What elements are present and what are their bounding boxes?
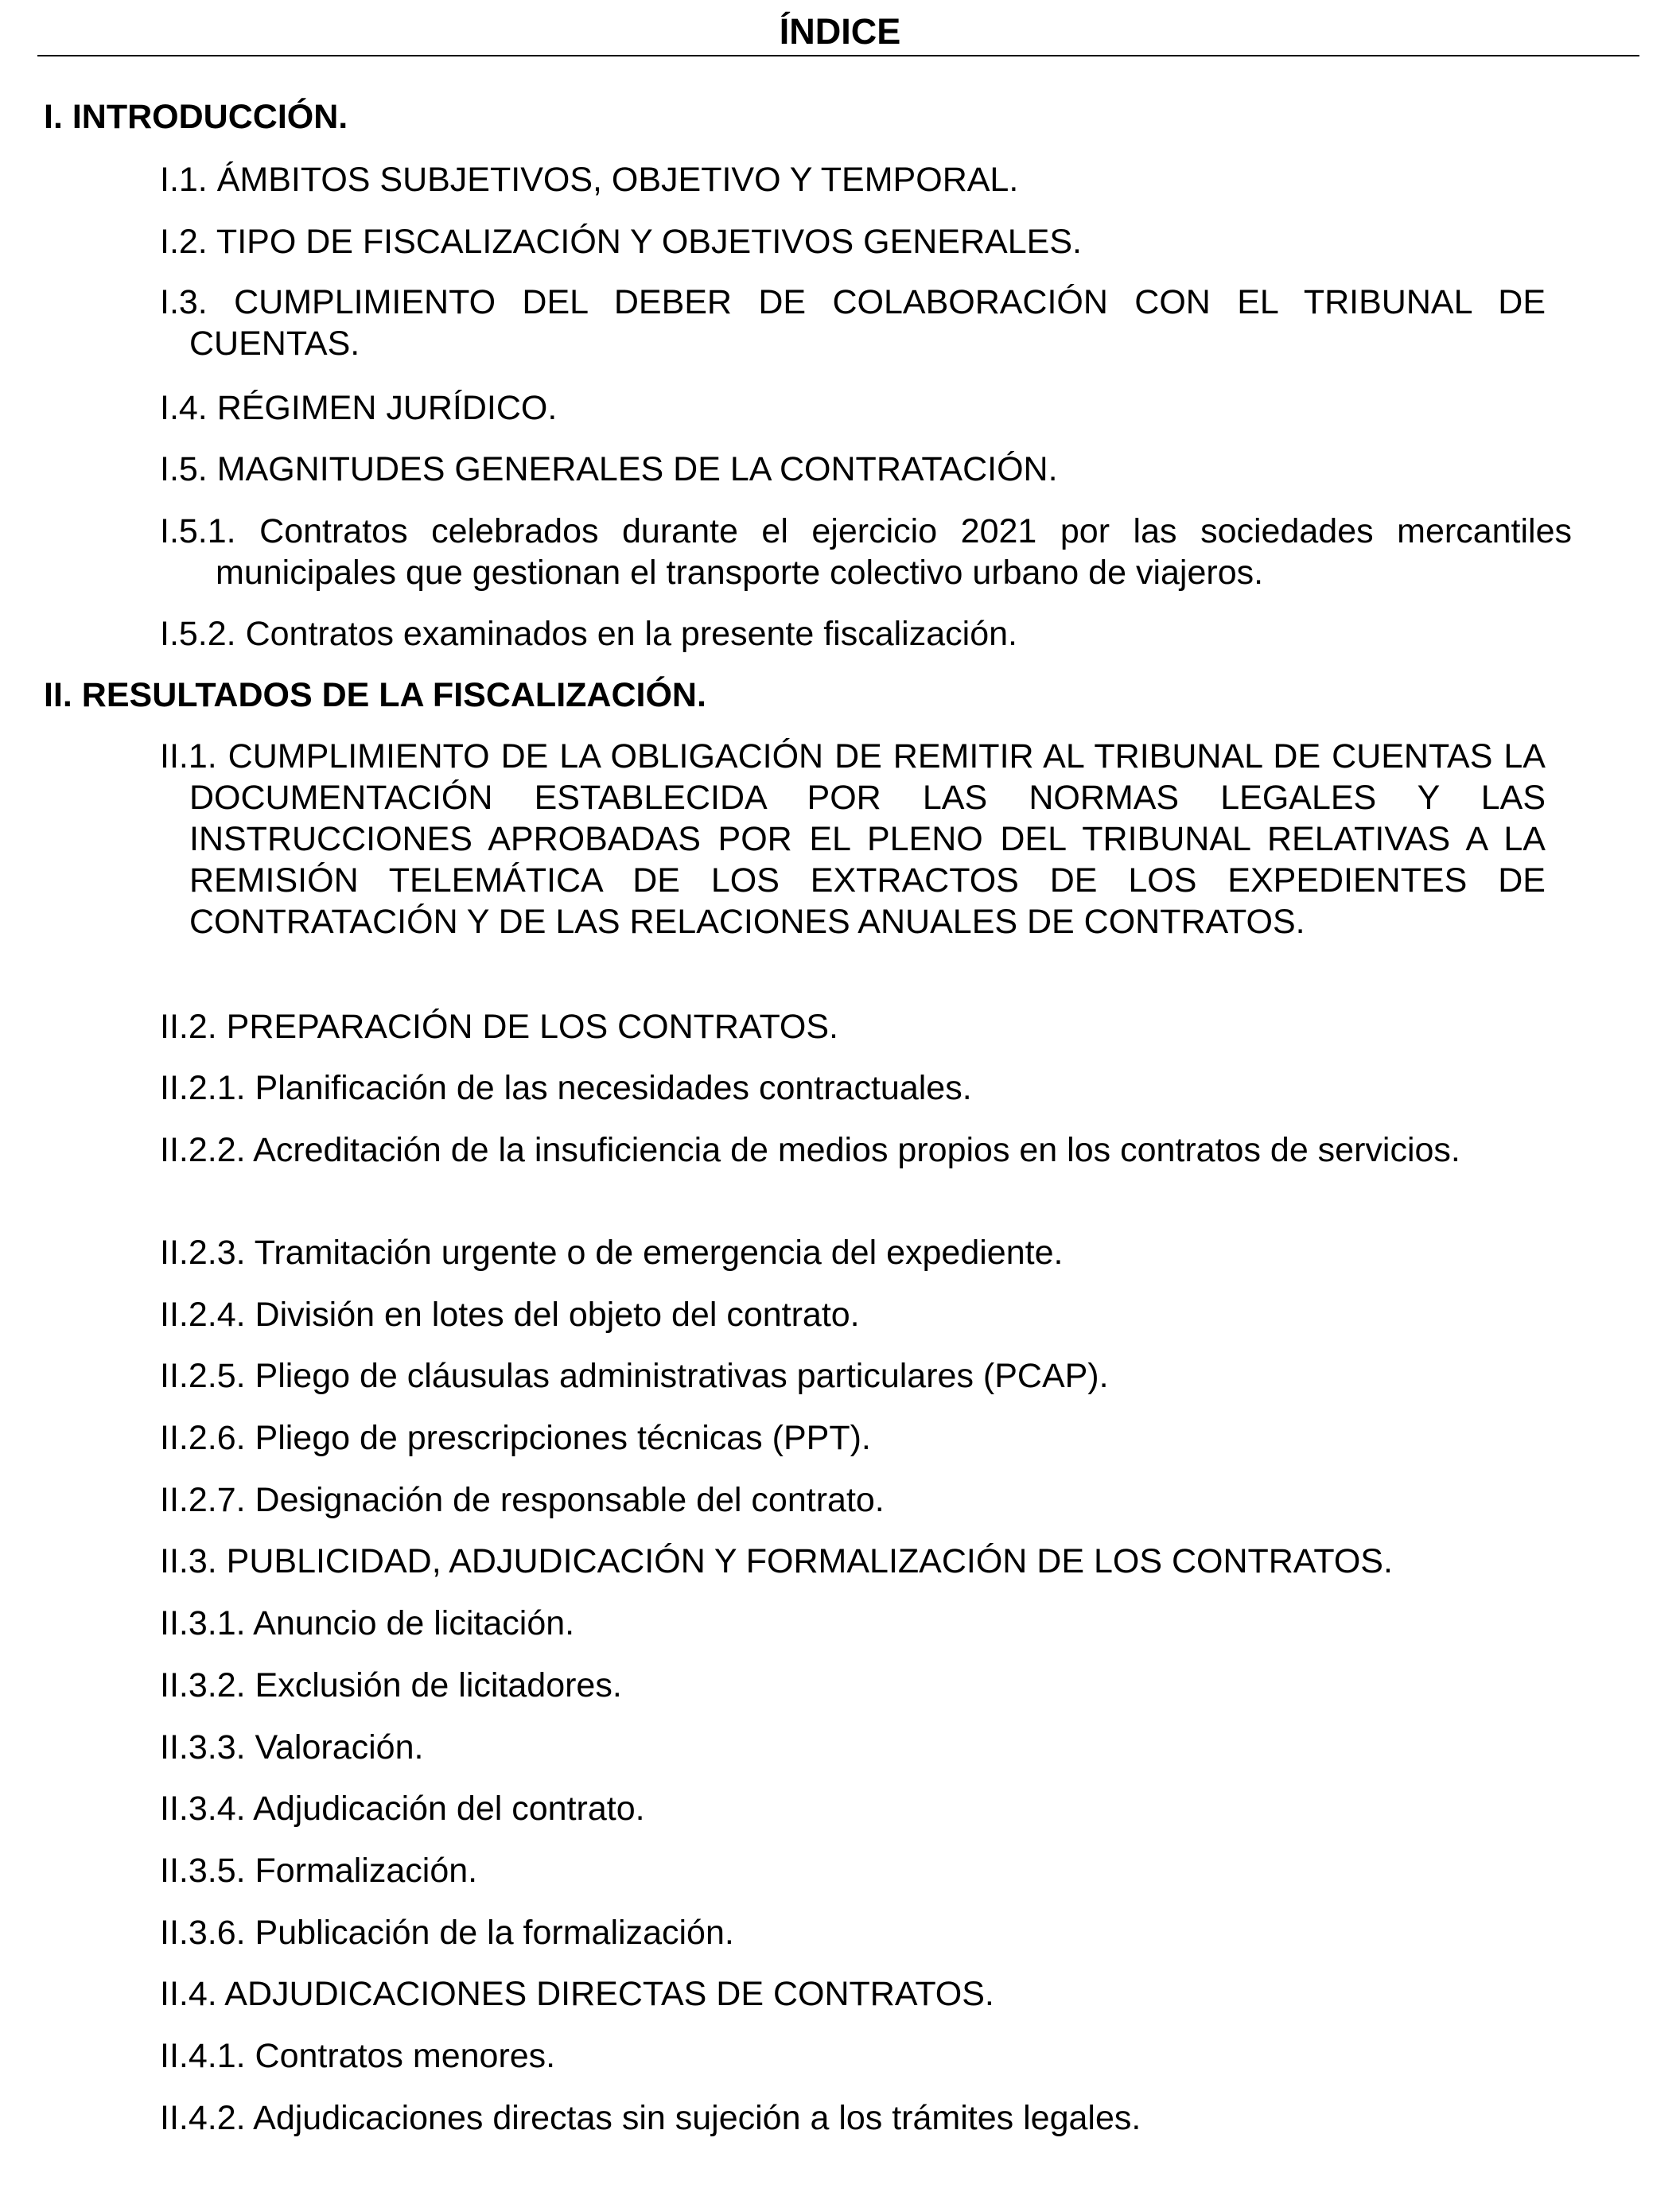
toc-entry-2-3-2[interactable]: II.3.2. Exclusión de licitadores. <box>160 1666 622 1704</box>
toc-entry-2-2-7[interactable]: II.2.7. Designación de responsable del contrato. <box>160 1481 885 1519</box>
toc-entry-2-3[interactable]: II.3. PUBLICIDAD, ADJUDICACIÓN Y FORMALIZACIÓN DE LOS CONTRATOS. <box>160 1542 1393 1580</box>
toc-entry-1-5-2[interactable]: I.5.2. Contratos examinados en la presente fiscalización. <box>160 615 1017 653</box>
toc-entry-1-2[interactable]: I.2. TIPO DE FISCALIZACIÓN Y OBJETIVOS GENERALES. <box>160 223 1082 261</box>
toc-entry-2-2-3[interactable]: II.2.3. Tramitación urgente o de emergencia del expediente. <box>160 1234 1064 1272</box>
toc-entry-2-2-2[interactable]: II.2.2. Acreditación de la insuficiencia de medios propios en los contratos de servicios. <box>160 1131 1460 1169</box>
toc-entry-2-3-4[interactable]: II.3.4. Adjudicación del contrato. <box>160 1790 645 1828</box>
toc-entry-1-5[interactable]: I.5. MAGNITUDES GENERALES DE LA CONTRATACIÓN. <box>160 450 1058 488</box>
toc-entry-2-3-1[interactable]: II.3.1. Anuncio de licitación. <box>160 1604 575 1642</box>
toc-entry-2-4[interactable]: II.4. ADJUDICACIONES DIRECTAS DE CONTRATOS. <box>160 1975 994 2013</box>
toc-entry-2-2-5[interactable]: II.2.5. Pliego de cláusulas administrativas particulares (PCAP). <box>160 1357 1109 1395</box>
toc-entry-2-4-2[interactable]: II.4.2. Adjudicaciones directas sin sujeción a los trámites legales. <box>160 2099 1141 2137</box>
toc-entry-2-2-6[interactable]: II.2.6. Pliego de prescripciones técnicas (PPT). <box>160 1419 871 1457</box>
toc-entry-2-3-5[interactable]: II.3.5. Formalización. <box>160 1852 478 1890</box>
toc-section-2[interactable]: II. RESULTADOS DE LA FISCALIZACIÓN. <box>44 676 706 714</box>
toc-entry-2-3-6[interactable]: II.3.6. Publicación de la formalización. <box>160 1914 734 1952</box>
title-divider <box>37 55 1639 56</box>
toc-entry-2-2-1[interactable]: II.2.1. Planificación de las necesidades contractuales. <box>160 1069 972 1107</box>
toc-entry-2-4-1[interactable]: II.4.1. Contratos menores. <box>160 2037 556 2075</box>
toc-section-1[interactable]: I. INTRODUCCIÓN. <box>44 98 348 136</box>
toc-entry-1-5-1[interactable]: I.5.1. Contratos celebrados durante el ejercicio 2021 por las sociedades mercantiles municipales que gestionan el transporte colectivo urbano de viajeros. <box>160 512 1572 592</box>
toc-entry-1-1[interactable]: I.1. ÁMBITOS SUBJETIVOS, OBJETIVO Y TEMPORAL. <box>160 161 1019 199</box>
toc-entry-1-3[interactable]: I.3. CUMPLIMIENTO DEL DEBER DE COLABORACIÓN CON EL TRIBUNAL DE CUENTAS. <box>160 283 1546 363</box>
toc-entry-1-4[interactable]: I.4. RÉGIMEN JURÍDICO. <box>160 389 558 427</box>
toc-entry-2-3-3[interactable]: II.3.3. Valoración. <box>160 1728 424 1767</box>
toc-entry-2-2[interactable]: II.2. PREPARACIÓN DE LOS CONTRATOS. <box>160 1008 839 1046</box>
page-title: ÍNDICE <box>779 11 901 52</box>
toc-entry-2-2-4[interactable]: II.2.4. División en lotes del objeto del contrato. <box>160 1296 860 1334</box>
toc-entry-2-1[interactable]: II.1. CUMPLIMIENTO DE LA OBLIGACIÓN DE REMITIR AL TRIBUNAL DE CUENTAS LA DOCUMENTACIÓN ESTABLECIDA POR LAS NORMAS LEGALES Y LAS INSTRUCCIONES APROBADAS POR EL PLENO DEL TRIBUNAL RELATIVAS A LA REMISIÓN TELEMÁTICA DE LOS EXTRACTOS DE LOS EXPEDIENTES DE CONTRATACIÓN Y DE LAS RELACIONES ANUALES DE CONTRATOS. <box>160 737 1546 941</box>
